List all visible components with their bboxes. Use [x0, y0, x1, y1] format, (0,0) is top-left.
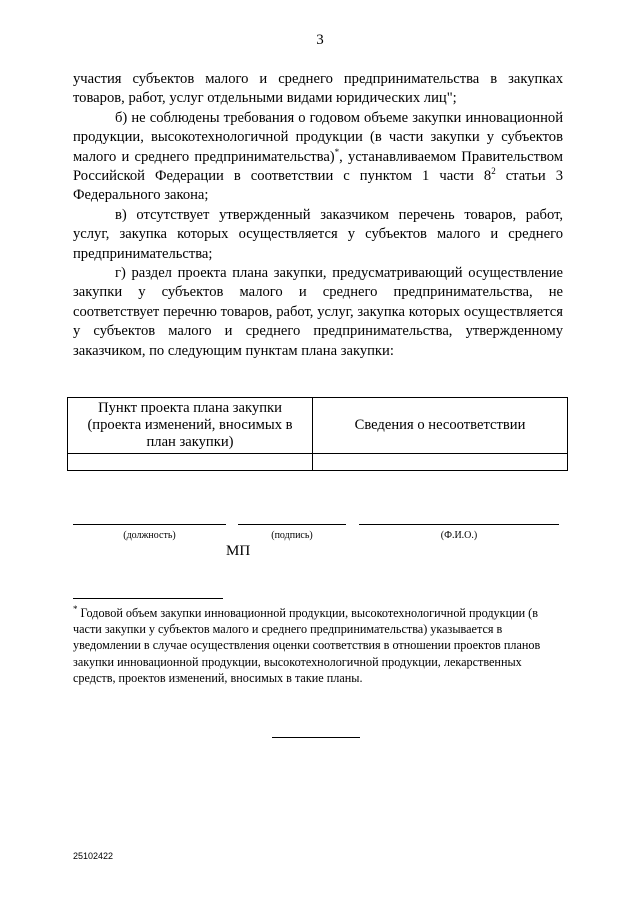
- end-separator: [272, 737, 360, 738]
- paragraph-v: в) отсутствует утвержденный заказчиком перечень товаров, работ, услуг, закупка которых осуществляется у субъектов малого и среднего предпринимательства;: [73, 206, 563, 262]
- paragraph-b-text: б) не соблюдены требования о годовом объеме закупки инновационной продукции, высокотехнологичной продукции (в части закупки у субъектов малого и среднего предпринимательства): [73, 109, 563, 165]
- paragraph-b-text-3: статьи 3 Федерального закона;: [73, 168, 564, 204]
- footnote-separator: [73, 598, 223, 599]
- position-signature-line: [73, 524, 226, 525]
- mismatch-table: [67, 397, 568, 471]
- table-header-plan-item: Пункт проекта плана закупки (проекта изменений, вносимых в план закупки): [68, 398, 313, 454]
- name-label: (Ф.И.О.): [440, 530, 478, 541]
- body-text: [73, 70, 563, 361]
- stamp-place-label: МП: [226, 543, 251, 559]
- paragraph-b: [73, 109, 563, 206]
- footnote-text: Годовой объем закупки инновационной продукции, высокотехнологичной продукции (в части закупки у субъектов малого и среднего предпринимательства) указывается в уведомлении в случае осуществления оценки соответствия в отношении проектов планов закупки инновационной продукции, высокотехнологичной продукции, лекарственных средств, проектов изменений, вносимых в такие планы.: [73, 606, 541, 685]
- paragraph-continuation: участия субъектов малого и среднего предпринимательства в закупках товаров, работ, услуг отдельными видами юридических лиц";: [73, 71, 563, 107]
- paragraph-b-text-2: , устанавливаемом Правительством Российской Федерации в соответствии с пунктом 1 части 8: [73, 148, 563, 185]
- sign-signature-line: [238, 524, 346, 525]
- paragraph-g: г) раздел проекта плана закупки, предусматривающий осуществление закупки у субъектов малого и среднего предпринимательства, не соответствует перечню товаров, работ, услуг, закупка которых осуществляется у субъектов малого и среднего предпринимательства, утвержденному заказчиком, по следующим пунктам плана закупки:: [73, 265, 563, 359]
- page-number: 3: [316, 32, 324, 48]
- table-header-row: [68, 398, 568, 454]
- footnote-ref: *: [334, 146, 340, 157]
- footnote-mark: *: [73, 603, 78, 614]
- table-cell: [313, 454, 568, 471]
- footnote: [73, 605, 563, 686]
- document-code: 25102422: [73, 851, 114, 861]
- name-signature-line: [359, 524, 559, 525]
- superscript-two: 2: [491, 166, 496, 177]
- table-header-mismatch-info: Сведения о несоответствии: [313, 398, 568, 454]
- sign-label: (подпись): [271, 530, 313, 541]
- position-label: (должность): [123, 530, 176, 541]
- table-cell: [68, 454, 313, 471]
- table-row: [68, 454, 568, 471]
